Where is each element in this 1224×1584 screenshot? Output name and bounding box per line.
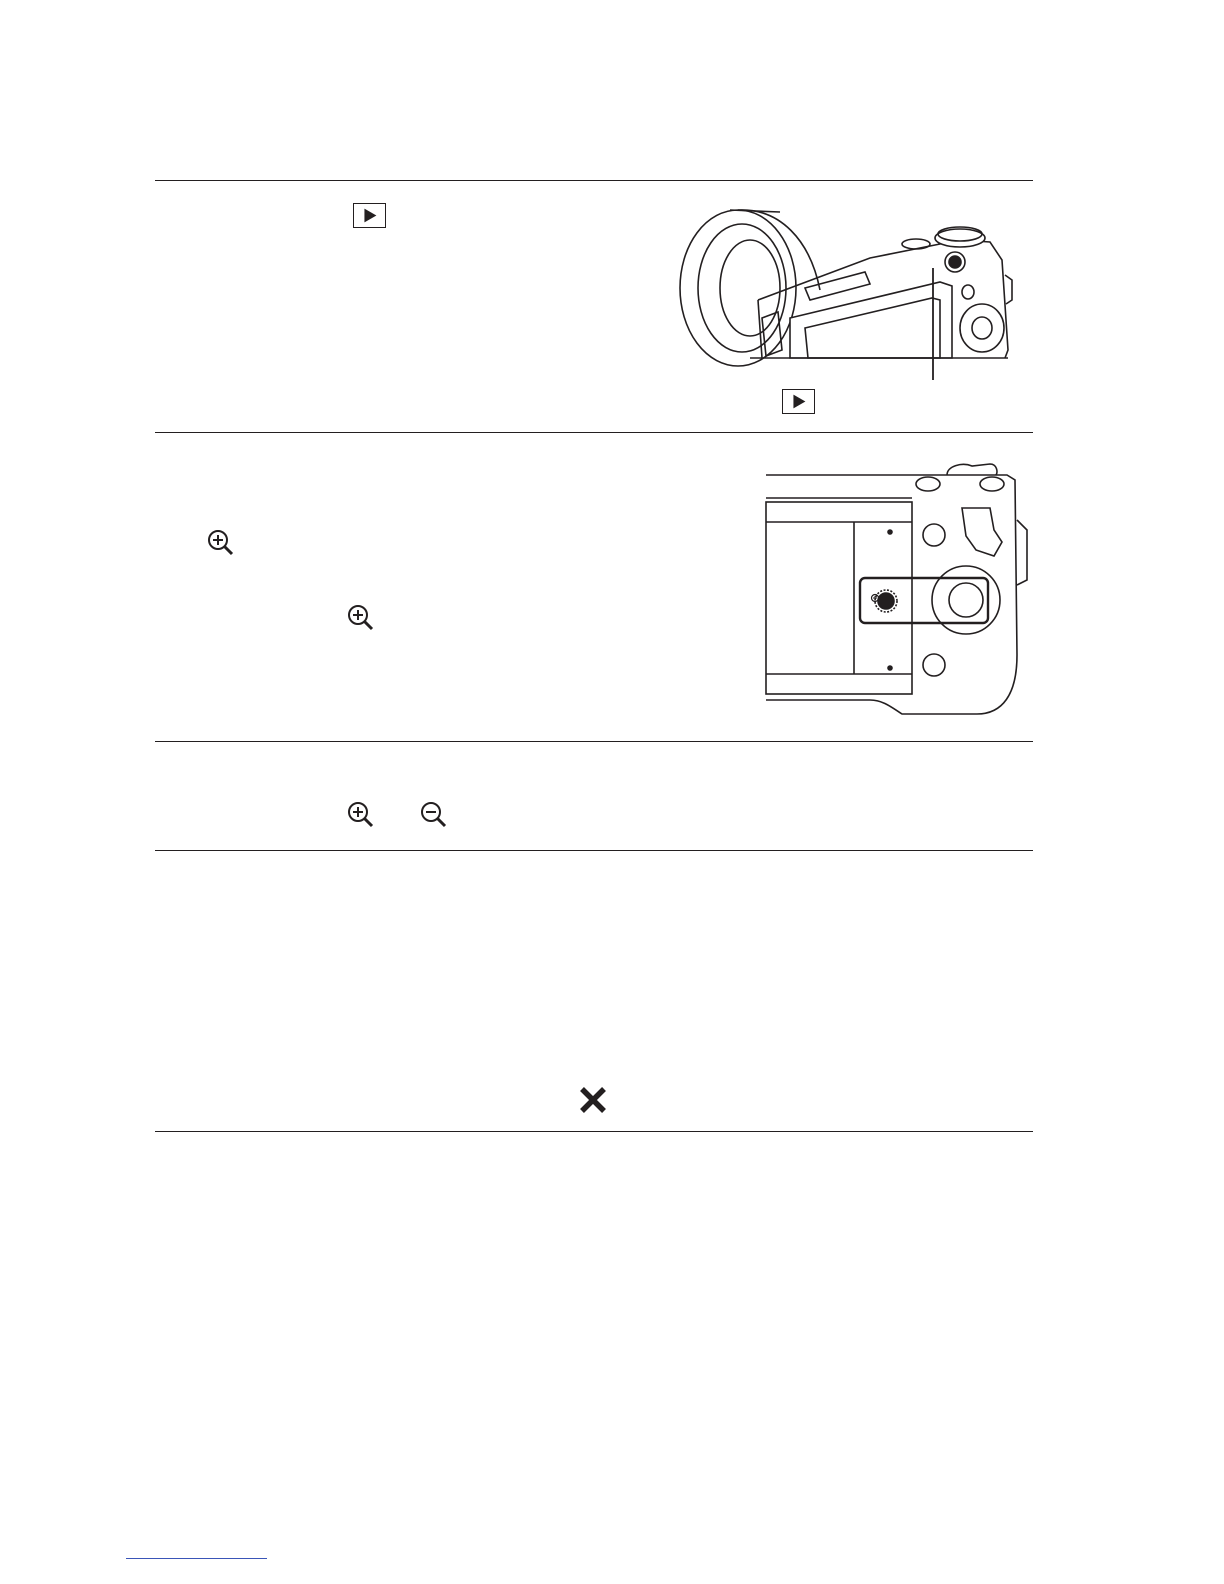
close-x-icon	[578, 1085, 608, 1115]
playback-button-callout-icon	[782, 389, 815, 414]
zoom-out-icon	[419, 800, 449, 830]
zoom-in-icon	[346, 800, 376, 830]
zoom-in-icon	[346, 603, 376, 633]
section-divider-3	[155, 850, 1033, 851]
playback-icon	[353, 203, 386, 228]
section-divider-2	[155, 741, 1033, 742]
callout-leader-line	[928, 268, 938, 380]
section-divider-bottom	[155, 1131, 1033, 1132]
section-divider-1	[155, 432, 1033, 433]
zoom-in-icon	[206, 528, 236, 558]
camera-back-illustration	[762, 460, 1032, 715]
section-divider-top	[155, 180, 1033, 181]
footer-link[interactable]	[126, 1558, 267, 1559]
camera-playback-illustration	[670, 200, 1015, 385]
